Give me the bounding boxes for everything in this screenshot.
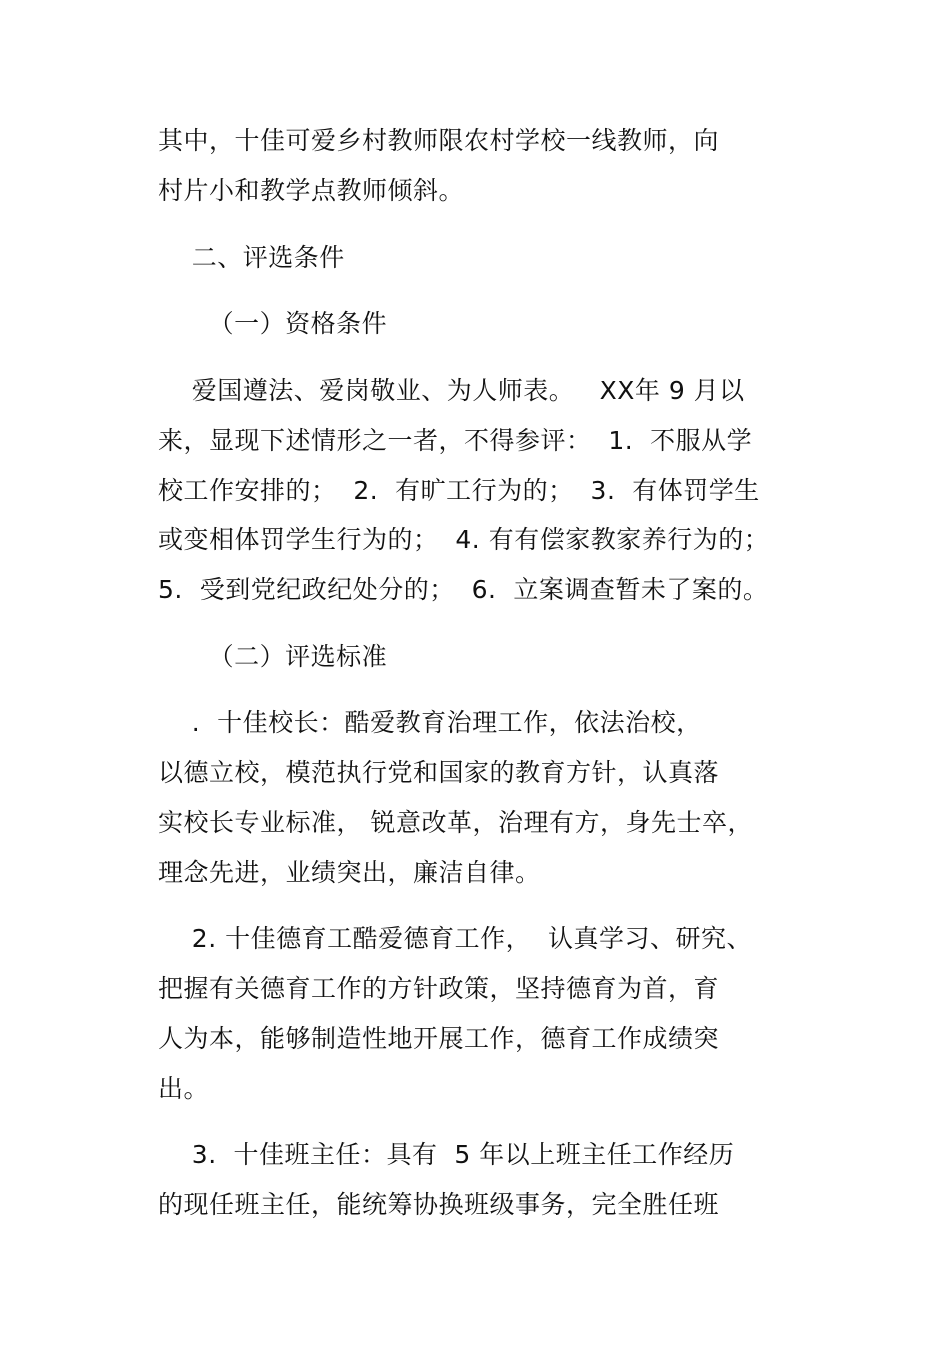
text-line: 把握有关德育工作的方针政策，坚持德育为首，育 [158,974,720,1003]
text-line: 理念先进，业绩突出，廉洁自律。 [158,858,541,887]
subsection-heading: （二）评选标准 [158,642,388,671]
text-line: 来，显现下述情形之一者，不得参评： 1. 不服从学 [158,426,753,455]
subsection-heading: （一）资格条件 [158,309,388,338]
text-line: 村片小和教学点教师倾斜。 [158,176,465,205]
text-line: 校工作安排的； 2. 有旷工行为的； 3. 有体罚学生 [158,476,760,505]
text-line: 以德立校，模范执行党和国家的教育方针，认真落 [158,758,720,787]
text-line: 2. 十佳德育工酷爱德育工作， 认真学习、研究、 [158,924,752,953]
text-line: 爱国遵法、爱岗敬业、为人师表。 XX年 9 月以 [158,376,745,405]
text-line: . 十佳校长：酷爱教育治理工作，依法治校， [158,708,702,737]
text-line: 5. 受到党纪政纪处分的； 6. 立案调查暂未了案的。 [158,575,769,604]
text-line: 或变相体罚学生行为的； 4. 有有偿家教家养行为的； [158,525,770,554]
text-line: 3. 十佳班主任：具有 5 年以上班主任工作经历 [158,1140,735,1169]
text-line: 出。 [158,1074,210,1103]
text-line: 的现任班主任，能统筹协换班级事务，完全胜任班 [158,1190,720,1219]
text-line: 其中，十佳可爱乡村教师限农村学校一线教师，向 [158,126,720,155]
text-line: 人为本，能够制造性地开展工作，德育工作成绩突 [158,1024,720,1053]
section-heading: 二、评选条件 [158,243,345,272]
text-line: 实校长专业标准， 锐意改革，治理有方，身先士卒， [158,808,753,837]
